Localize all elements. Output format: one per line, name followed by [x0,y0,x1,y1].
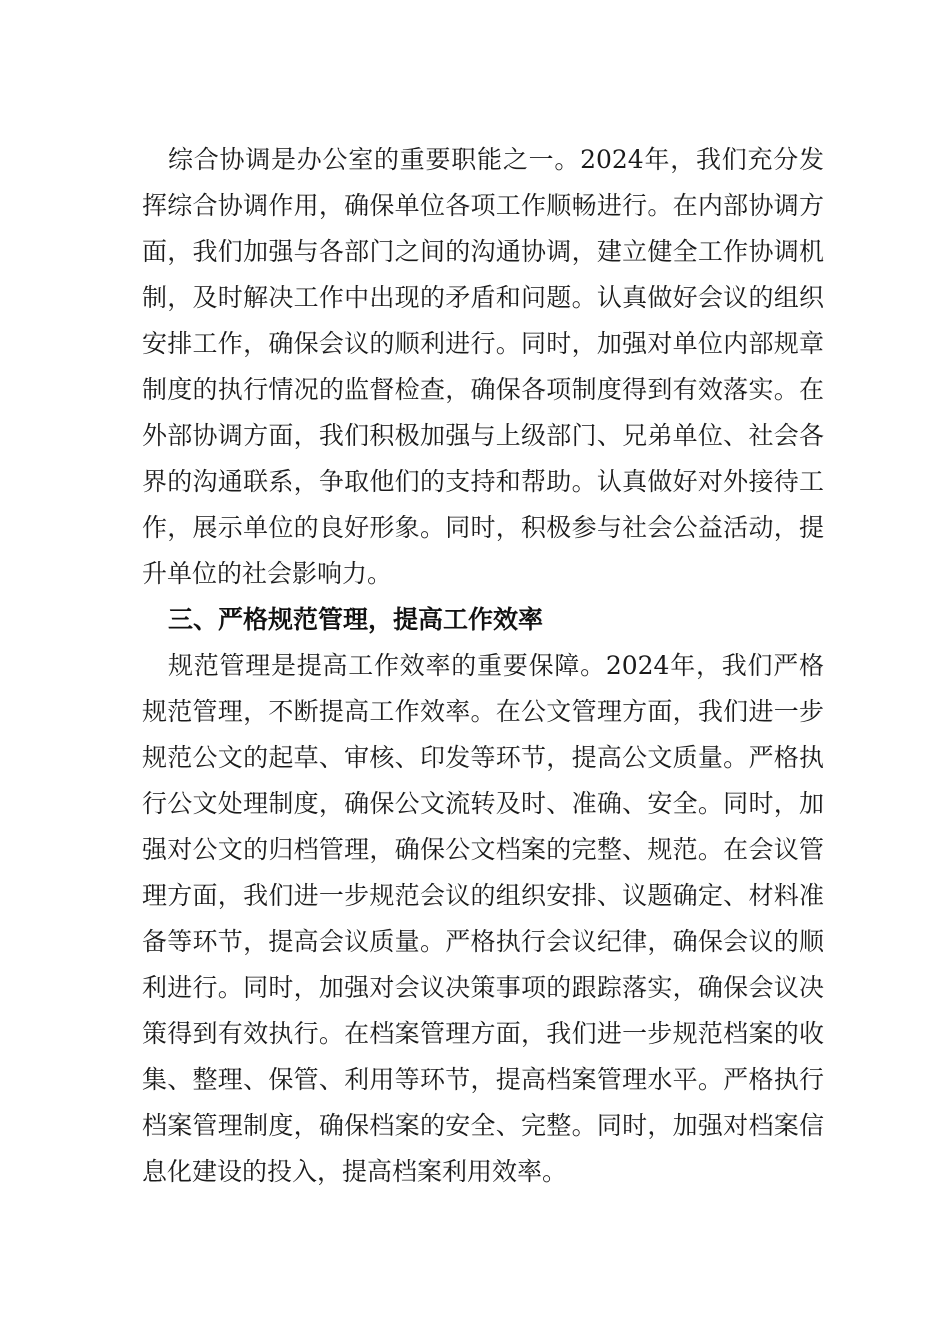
text-line: 强对公文的归档管理，确保公文档案的完整、规范。在会议管 [142,835,824,864]
text-line: 挥综合协调作用，确保单位各项工作顺畅进行。在内部协调方 [142,191,824,220]
text-line: 作，展示单位的良好形象。同时，积极参与社会公益活动，提 [142,513,824,542]
text-line: 息化建设的投入，提高档案利用效率。 [142,1157,568,1186]
text-line: 界的沟通联系，争取他们的支持和帮助。认真做好对外接待工 [142,467,824,496]
text-line: 安排工作，确保会议的顺利进行。同时，加强对单位内部规章 [142,329,824,358]
text-line: 策得到有效执行。在档案管理方面，我们进一步规范档案的收 [142,1019,824,1048]
text-line: 理方面，我们进一步规范会议的组织安排、议题确定、材料准 [142,881,824,910]
text-line: 制度的执行情况的监督检查，确保各项制度得到有效落实。在 [142,375,824,404]
text-line: 档案管理制度，确保档案的安全、完整。同时，加强对档案信 [142,1111,824,1140]
text-line: 备等环节，提高会议质量。严格执行会议纪律，确保会议的顺 [142,927,824,956]
text-line: 规范管理，不断提高工作效率。在公文管理方面，我们进一步 [142,697,824,726]
text-line: 升单位的社会影响力。 [142,559,393,588]
text-line: 行公文处理制度，确保公文流转及时、准确、安全。同时，加 [142,789,824,818]
text-line: 规范公文的起草、审核、印发等环节，提高公文质量。严格执 [142,743,824,772]
section-heading: 三、严格规范管理，提高工作效率 [168,605,544,634]
text-line: 利进行。同时，加强对会议决策事项的跟踪落实，确保会议决 [142,973,824,1002]
text-line: 外部协调方面，我们积极加强与上级部门、兄弟单位、社会各 [142,421,824,450]
text-line: 面，我们加强与各部门之间的沟通协调，建立健全工作协调机 [142,237,824,266]
text-line: 集、整理、保管、利用等环节，提高档案管理水平。严格执行 [142,1065,824,1094]
text-line: 制，及时解决工作中出现的矛盾和问题。认真做好会议的组织 [142,283,824,312]
text-line: 综合协调是办公室的重要职能之一。2024年，我们充分发 [168,145,824,174]
text-line: 规范管理是提高工作效率的重要保障。2024年，我们严格 [168,651,824,680]
